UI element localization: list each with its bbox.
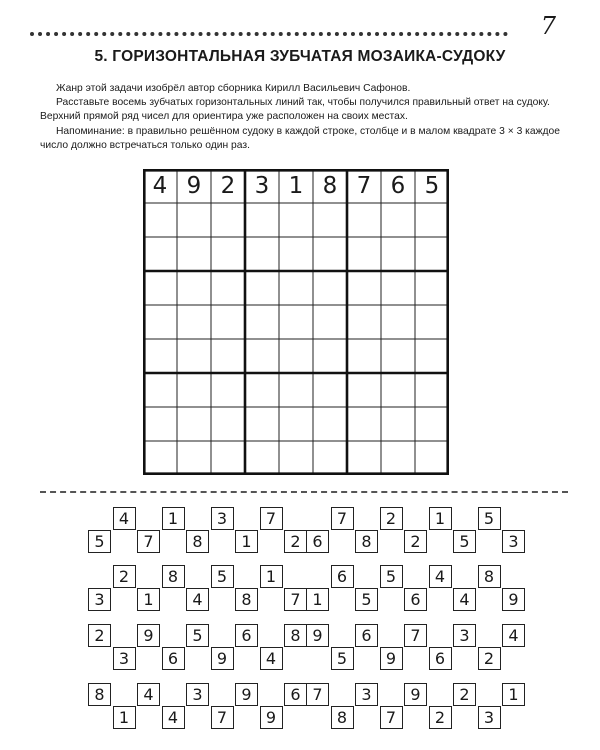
strip-cell: 1: [502, 683, 525, 706]
strip-cell: 3: [113, 647, 136, 670]
sudoku-given-digit: 7: [356, 173, 372, 199]
strip-cell: 6: [162, 647, 185, 670]
strip-cell: 8: [162, 565, 185, 588]
strip-cell: 1: [260, 565, 283, 588]
strip-cell: 7: [137, 530, 160, 553]
strip-cell: 1: [162, 507, 185, 530]
strip-cell: 1: [235, 530, 258, 553]
paragraph-reminder: Напоминание: в правильно решённом судоку в каждой строке, столбце и в малом квадрате 3 × 3 каждое число должно встречаться только один раз.: [40, 125, 560, 151]
strip-cell: 8: [331, 706, 354, 729]
strip-cell: 9: [137, 624, 160, 647]
strip-cell: 5: [331, 647, 354, 670]
strip-cell: 4: [137, 683, 160, 706]
strip-cell: 7: [306, 683, 329, 706]
strip-cell: 8: [355, 530, 378, 553]
strip-cell: 8: [88, 683, 111, 706]
strip-cell: 1: [306, 588, 329, 611]
strip-cell: 6: [284, 683, 307, 706]
strip-cell: 6: [331, 565, 354, 588]
strip-cell: 7: [260, 507, 283, 530]
strip-cell: 9: [260, 706, 283, 729]
strip-cell: 2: [284, 530, 307, 553]
strip-cell: 1: [429, 507, 452, 530]
strip-cell: 4: [453, 588, 476, 611]
sudoku-given-digit: 6: [390, 173, 406, 199]
sudoku-given-digit: 5: [424, 173, 440, 199]
strip-cell: 6: [429, 647, 452, 670]
strip-cell: 6: [235, 624, 258, 647]
sudoku-given-digit: 1: [288, 173, 304, 199]
strip-cell: 7: [211, 706, 234, 729]
strip-cell: 7: [404, 624, 427, 647]
strip-cell: 2: [113, 565, 136, 588]
strip-cell: 5: [478, 507, 501, 530]
strip-cell: 5: [380, 565, 403, 588]
strip-cell: 9: [306, 624, 329, 647]
sudoku-given-digit: 3: [254, 173, 270, 199]
strip-cell: 9: [380, 647, 403, 670]
strip-cell: 6: [306, 530, 329, 553]
strip-cell: 2: [404, 530, 427, 553]
strip-cell: 1: [113, 706, 136, 729]
strip-cell: 6: [355, 624, 378, 647]
page-number: 7: [540, 12, 556, 40]
strip-cell: 2: [429, 706, 452, 729]
strip-cell: 7: [331, 507, 354, 530]
strip-cell: 4: [260, 647, 283, 670]
strip-cell: 4: [502, 624, 525, 647]
strip-cell: 1: [137, 588, 160, 611]
paragraph-author: Жанр этой задачи изобрёл автор сборника Кирилл Васильевич Сафонов.: [56, 83, 411, 94]
strip-cell: 5: [88, 530, 111, 553]
strip-cell: 8: [235, 588, 258, 611]
strip-cell: 3: [453, 624, 476, 647]
strip-cell: 3: [211, 507, 234, 530]
strip-cell: 2: [88, 624, 111, 647]
strip-cell: 6: [404, 588, 427, 611]
page-title: 5. ГОРИЗОНТАЛЬНАЯ ЗУБЧАТАЯ МОЗАИКА-СУДОКУ: [94, 48, 506, 65]
strip-cell: 5: [355, 588, 378, 611]
strip-cell: 4: [113, 507, 136, 530]
strip-cell: 5: [453, 530, 476, 553]
strip-cell: 3: [502, 530, 525, 553]
paragraph-task: Расставьте восемь зубчатых горизонтальных линий так, чтобы получился правильный ответ на судоку. Верхний прямой ряд чисел для ориентира уже расположен на своих местах.: [40, 97, 550, 123]
strip-cell: 9: [211, 647, 234, 670]
strip-cell: 8: [284, 624, 307, 647]
strip-cell: 4: [162, 706, 185, 729]
strip-cell: 8: [186, 530, 209, 553]
strip-cell: 3: [478, 706, 501, 729]
strip-cell: 5: [211, 565, 234, 588]
sudoku-given-digit: 4: [152, 173, 168, 199]
sudoku-given-digit: 8: [322, 173, 338, 199]
strip-cell: 4: [429, 565, 452, 588]
strip-cell: 4: [186, 588, 209, 611]
strip-cell: 9: [235, 683, 258, 706]
strip-cell: 3: [88, 588, 111, 611]
strip-cell: 2: [380, 507, 403, 530]
strip-cell: 7: [380, 706, 403, 729]
sudoku-given-digit: 2: [220, 173, 236, 199]
strip-cell: 9: [404, 683, 427, 706]
strip-cell: 5: [186, 624, 209, 647]
strip-cell: 3: [186, 683, 209, 706]
strip-cell: 2: [453, 683, 476, 706]
sudoku-given-digit: 9: [186, 173, 202, 199]
strip-cell: 9: [502, 588, 525, 611]
strip-cell: 2: [478, 647, 501, 670]
strip-cell: 3: [355, 683, 378, 706]
strip-cell: 7: [284, 588, 307, 611]
strip-cell: 8: [478, 565, 501, 588]
